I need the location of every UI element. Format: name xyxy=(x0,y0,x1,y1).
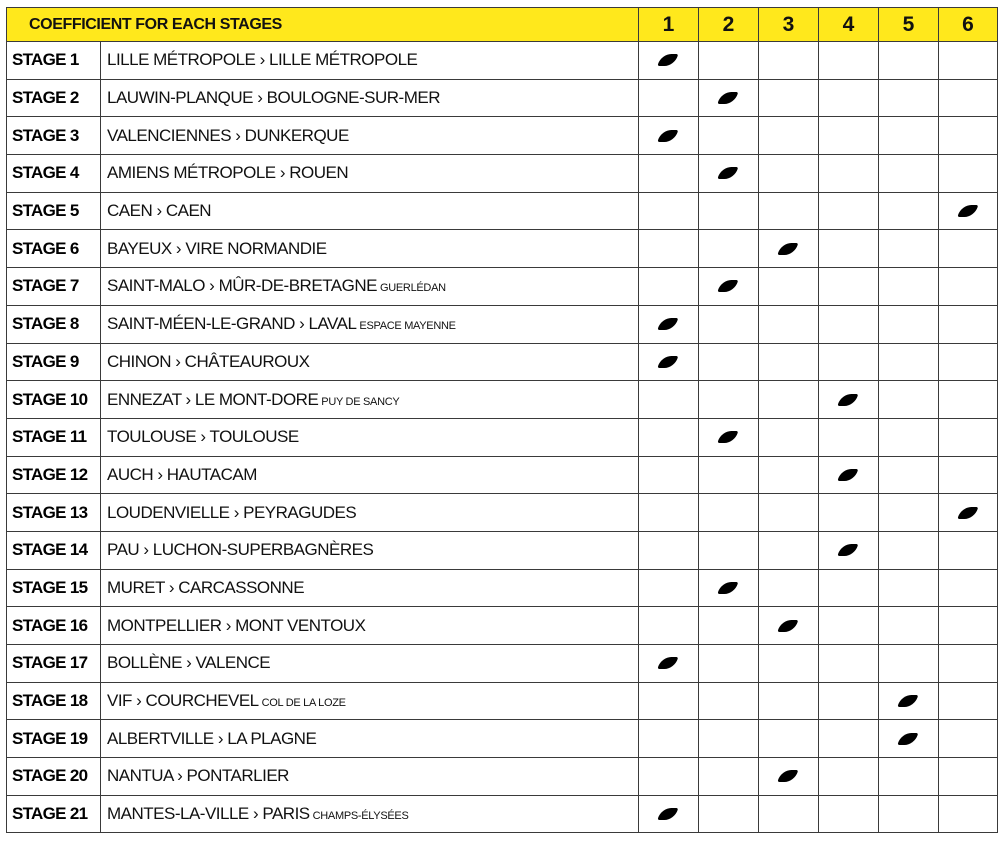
stage-row xyxy=(7,305,998,343)
coefficient-cell-2 xyxy=(699,230,759,268)
coefficient-cell-1 xyxy=(639,720,699,758)
leaf-mark-icon xyxy=(657,130,678,142)
stage-row xyxy=(7,607,998,645)
coefficient-cell-4 xyxy=(819,230,879,268)
coefficient-cell-5 xyxy=(879,645,939,683)
leaf-mark-icon xyxy=(657,54,678,66)
stage-route-cell xyxy=(101,456,639,494)
coefficient-cell-4 xyxy=(819,720,879,758)
stage-row xyxy=(7,569,998,607)
leaf-mark-icon xyxy=(717,92,738,104)
coefficient-cell-3 xyxy=(759,456,819,494)
stage-label: STAGE 4 xyxy=(7,155,101,193)
header-title: COEFFICIENT FOR EACH STAGES xyxy=(7,8,639,42)
stage-route-cell xyxy=(101,155,639,193)
coefficient-cell-6 xyxy=(939,305,998,343)
stage-route-cell xyxy=(101,381,639,419)
coefficient-cell-6 xyxy=(939,531,998,569)
stage-label: STAGE 6 xyxy=(7,230,101,268)
coefficient-cell-6 xyxy=(939,42,998,80)
coefficient-cell-1 xyxy=(639,192,699,230)
coefficient-cell-1 xyxy=(639,268,699,306)
coefficient-cell-3 xyxy=(759,569,819,607)
column-header-4: 4 xyxy=(819,8,879,42)
coefficient-cell-1 xyxy=(639,645,699,683)
leaf-mark-icon xyxy=(717,431,738,443)
stage-route-cell xyxy=(101,494,639,532)
stage-route: SAINT-MALO › MÛR-DE-BRETAGNE xyxy=(107,276,377,296)
coefficient-cell-4 xyxy=(819,305,879,343)
coefficient-cell-4 xyxy=(819,155,879,193)
stage-row xyxy=(7,418,998,456)
coefficient-cell-3 xyxy=(759,758,819,796)
coefficient-cell-4 xyxy=(819,117,879,155)
stage-row xyxy=(7,268,998,306)
coefficient-cell-1 xyxy=(639,381,699,419)
coefficient-cell-1 xyxy=(639,305,699,343)
stage-route: VIF › COURCHEVEL xyxy=(107,691,259,711)
coefficient-cell-6 xyxy=(939,569,998,607)
stage-row xyxy=(7,381,998,419)
coefficient-cell-2 xyxy=(699,682,759,720)
leaf-mark-icon xyxy=(657,356,678,368)
stage-row xyxy=(7,343,998,381)
coefficient-cell-3 xyxy=(759,607,819,645)
coefficient-cell-4 xyxy=(819,682,879,720)
stage-route-cell xyxy=(101,305,639,343)
stage-route: MONTPELLIER › MONT VENTOUX xyxy=(107,615,366,635)
coefficient-cell-2 xyxy=(699,645,759,683)
coefficient-cell-2 xyxy=(699,42,759,80)
coefficient-cell-3 xyxy=(759,682,819,720)
stage-label: STAGE 12 xyxy=(7,456,101,494)
stage-label: STAGE 7 xyxy=(7,268,101,306)
coefficient-cell-5 xyxy=(879,155,939,193)
coefficient-cell-3 xyxy=(759,117,819,155)
coefficient-cell-6 xyxy=(939,682,998,720)
stage-route: SAINT-MÉEN-LE-GRAND › LAVAL xyxy=(107,314,357,334)
coefficient-cell-6 xyxy=(939,192,998,230)
coefficient-cell-5 xyxy=(879,795,939,833)
stage-route: AMIENS MÉTROPOLE › ROUEN xyxy=(107,163,349,183)
stage-label: STAGE 1 xyxy=(7,42,101,80)
leaf-mark-icon xyxy=(777,620,798,632)
stage-route-cell xyxy=(101,418,639,456)
stage-row xyxy=(7,42,998,80)
coefficient-cell-4 xyxy=(819,79,879,117)
stage-route-cell xyxy=(101,79,639,117)
coefficient-cell-5 xyxy=(879,192,939,230)
coefficient-cell-4 xyxy=(819,268,879,306)
coefficient-cell-4 xyxy=(819,456,879,494)
coefficient-cell-5 xyxy=(879,456,939,494)
coefficient-cell-4 xyxy=(819,343,879,381)
coefficient-cell-4 xyxy=(819,758,879,796)
stage-label: STAGE 13 xyxy=(7,494,101,532)
leaf-mark-icon xyxy=(897,733,918,745)
stage-route-cell xyxy=(101,42,639,80)
stage-route-cell xyxy=(101,569,639,607)
coefficient-cell-6 xyxy=(939,418,998,456)
coefficient-cell-2 xyxy=(699,192,759,230)
stage-route: LAUWIN-PLANQUE › BOULOGNE-SUR-MER xyxy=(107,88,440,108)
stage-route-cell xyxy=(101,268,639,306)
stage-label: STAGE 5 xyxy=(7,192,101,230)
stage-label: STAGE 17 xyxy=(7,645,101,683)
coefficient-cell-3 xyxy=(759,381,819,419)
stage-label: STAGE 2 xyxy=(7,79,101,117)
stage-label: STAGE 16 xyxy=(7,607,101,645)
header-row xyxy=(7,8,998,42)
coefficient-cell-6 xyxy=(939,381,998,419)
coefficient-cell-1 xyxy=(639,117,699,155)
coefficient-cell-5 xyxy=(879,268,939,306)
column-header-3: 3 xyxy=(759,8,819,42)
coefficient-cell-1 xyxy=(639,607,699,645)
stage-route: VALENCIENNES › DUNKERQUE xyxy=(107,125,349,145)
coefficient-table-container xyxy=(6,7,998,833)
stage-row xyxy=(7,645,998,683)
stage-route: NANTUA › PONTARLIER xyxy=(107,766,289,786)
column-header-5: 5 xyxy=(879,8,939,42)
column-header-6: 6 xyxy=(939,8,998,42)
leaf-mark-icon xyxy=(777,770,798,782)
coefficient-cell-5 xyxy=(879,569,939,607)
leaf-mark-icon xyxy=(837,394,858,406)
stage-route-cell xyxy=(101,117,639,155)
stage-label: STAGE 3 xyxy=(7,117,101,155)
coefficient-cell-2 xyxy=(699,117,759,155)
coefficient-cell-3 xyxy=(759,155,819,193)
coefficient-cell-2 xyxy=(699,418,759,456)
stage-label: STAGE 15 xyxy=(7,569,101,607)
leaf-mark-icon xyxy=(717,582,738,594)
stage-row xyxy=(7,494,998,532)
stage-row xyxy=(7,720,998,758)
stage-route: ALBERTVILLE › LA PLAGNE xyxy=(107,728,317,748)
stage-row xyxy=(7,531,998,569)
coefficient-cell-3 xyxy=(759,230,819,268)
leaf-mark-icon xyxy=(657,657,678,669)
coefficient-cell-4 xyxy=(819,795,879,833)
leaf-mark-icon xyxy=(957,205,978,217)
coefficient-cell-2 xyxy=(699,381,759,419)
coefficient-cell-5 xyxy=(879,758,939,796)
stage-label: STAGE 20 xyxy=(7,758,101,796)
coefficient-cell-6 xyxy=(939,268,998,306)
coefficient-cell-4 xyxy=(819,381,879,419)
coefficient-cell-6 xyxy=(939,795,998,833)
coefficient-cell-1 xyxy=(639,795,699,833)
stage-label: STAGE 9 xyxy=(7,343,101,381)
coefficient-cell-6 xyxy=(939,117,998,155)
stage-route-detail: PUY DE SANCY xyxy=(321,395,400,408)
stage-route: LILLE MÉTROPOLE › LILLE MÉTROPOLE xyxy=(107,50,418,70)
stage-row xyxy=(7,192,998,230)
coefficient-cell-2 xyxy=(699,305,759,343)
coefficient-cell-5 xyxy=(879,682,939,720)
coefficient-cell-2 xyxy=(699,494,759,532)
leaf-mark-icon xyxy=(897,695,918,707)
column-header-1: 1 xyxy=(639,8,699,42)
stage-row xyxy=(7,79,998,117)
stage-route-cell xyxy=(101,795,639,833)
coefficient-cell-1 xyxy=(639,79,699,117)
leaf-mark-icon xyxy=(837,469,858,481)
stage-label: STAGE 10 xyxy=(7,381,101,419)
leaf-mark-icon xyxy=(777,243,798,255)
coefficient-cell-2 xyxy=(699,758,759,796)
coefficient-cell-3 xyxy=(759,79,819,117)
coefficient-cell-2 xyxy=(699,607,759,645)
coefficient-cell-1 xyxy=(639,682,699,720)
coefficient-cell-1 xyxy=(639,230,699,268)
coefficient-cell-5 xyxy=(879,79,939,117)
coefficient-cell-4 xyxy=(819,531,879,569)
leaf-mark-icon xyxy=(957,507,978,519)
column-header-2: 2 xyxy=(699,8,759,42)
coefficient-cell-6 xyxy=(939,758,998,796)
coefficient-cell-6 xyxy=(939,607,998,645)
stage-route-cell xyxy=(101,720,639,758)
coefficient-cell-1 xyxy=(639,456,699,494)
stage-route-cell xyxy=(101,531,639,569)
coefficient-cell-1 xyxy=(639,155,699,193)
coefficient-cell-3 xyxy=(759,795,819,833)
coefficient-cell-3 xyxy=(759,645,819,683)
coefficient-cell-2 xyxy=(699,720,759,758)
stage-label: STAGE 21 xyxy=(7,795,101,833)
coefficient-cell-5 xyxy=(879,720,939,758)
stage-row xyxy=(7,682,998,720)
stage-route-cell xyxy=(101,230,639,268)
stage-route-cell xyxy=(101,343,639,381)
coefficient-cell-5 xyxy=(879,531,939,569)
coefficient-cell-3 xyxy=(759,494,819,532)
stage-route: AUCH › HAUTACAM xyxy=(107,464,257,484)
coefficient-cell-1 xyxy=(639,494,699,532)
stage-route-detail: ESPACE MAYENNE xyxy=(359,320,456,333)
stage-route-cell xyxy=(101,758,639,796)
stage-route-detail: CHAMPS-ÉLYSÉES xyxy=(312,810,409,823)
leaf-mark-icon xyxy=(717,280,738,292)
coefficient-cell-6 xyxy=(939,720,998,758)
stage-route-detail: COL DE LA LOZE xyxy=(261,697,346,710)
coefficient-cell-4 xyxy=(819,607,879,645)
stage-label: STAGE 14 xyxy=(7,531,101,569)
stage-route: MANTES-LA-VILLE › PARIS xyxy=(107,804,310,824)
coefficient-cell-5 xyxy=(879,418,939,456)
coefficient-cell-1 xyxy=(639,569,699,607)
coefficient-cell-6 xyxy=(939,343,998,381)
coefficient-cell-5 xyxy=(879,42,939,80)
coefficient-cell-2 xyxy=(699,155,759,193)
stage-route: BAYEUX › VIRE NORMANDIE xyxy=(107,238,327,258)
leaf-mark-icon xyxy=(717,167,738,179)
coefficient-cell-3 xyxy=(759,418,819,456)
coefficient-cell-2 xyxy=(699,456,759,494)
coefficient-cell-3 xyxy=(759,268,819,306)
stage-label: STAGE 8 xyxy=(7,305,101,343)
stage-route-cell xyxy=(101,645,639,683)
coefficient-cell-5 xyxy=(879,494,939,532)
coefficient-cell-2 xyxy=(699,531,759,569)
coefficient-cell-2 xyxy=(699,79,759,117)
stage-label: STAGE 18 xyxy=(7,682,101,720)
coefficient-cell-4 xyxy=(819,418,879,456)
coefficient-cell-3 xyxy=(759,531,819,569)
coefficient-cell-3 xyxy=(759,42,819,80)
coefficient-cell-1 xyxy=(639,531,699,569)
coefficient-cell-2 xyxy=(699,268,759,306)
stage-route: PAU › LUCHON-SUPERBAGNÈRES xyxy=(107,540,374,560)
coefficient-cell-1 xyxy=(639,42,699,80)
leaf-mark-icon xyxy=(837,544,858,556)
stage-table-body xyxy=(7,42,998,833)
coefficient-cell-5 xyxy=(879,117,939,155)
coefficient-cell-6 xyxy=(939,645,998,683)
stage-route: BOLLÈNE › VALENCE xyxy=(107,653,271,673)
coefficient-cell-6 xyxy=(939,230,998,268)
coefficient-cell-3 xyxy=(759,343,819,381)
coefficient-cell-6 xyxy=(939,456,998,494)
stage-label: STAGE 11 xyxy=(7,418,101,456)
stage-row xyxy=(7,795,998,833)
leaf-mark-icon xyxy=(657,808,678,820)
coefficient-cell-2 xyxy=(699,343,759,381)
stage-row xyxy=(7,456,998,494)
coefficient-table xyxy=(6,7,998,833)
stage-row xyxy=(7,155,998,193)
stage-route: ENNEZAT › LE MONT-DORE xyxy=(107,389,319,409)
coefficient-cell-6 xyxy=(939,494,998,532)
stage-route-cell xyxy=(101,192,639,230)
coefficient-cell-4 xyxy=(819,192,879,230)
coefficient-cell-5 xyxy=(879,305,939,343)
stage-route: TOULOUSE › TOULOUSE xyxy=(107,427,299,447)
coefficient-cell-5 xyxy=(879,381,939,419)
coefficient-cell-5 xyxy=(879,607,939,645)
stage-label: STAGE 19 xyxy=(7,720,101,758)
coefficient-cell-4 xyxy=(819,645,879,683)
coefficient-cell-3 xyxy=(759,192,819,230)
coefficient-cell-2 xyxy=(699,569,759,607)
coefficient-cell-4 xyxy=(819,494,879,532)
coefficient-cell-2 xyxy=(699,795,759,833)
coefficient-cell-5 xyxy=(879,230,939,268)
coefficient-cell-5 xyxy=(879,343,939,381)
stage-route-cell xyxy=(101,607,639,645)
coefficient-cell-6 xyxy=(939,155,998,193)
stage-row xyxy=(7,117,998,155)
stage-route: CHINON › CHÂTEAUROUX xyxy=(107,351,310,371)
stage-route: MURET › CARCASSONNE xyxy=(107,577,305,597)
stage-route: CAEN › CAEN xyxy=(107,201,212,221)
stage-route-detail: GUERLÉDAN xyxy=(379,282,446,295)
coefficient-cell-3 xyxy=(759,305,819,343)
coefficient-cell-4 xyxy=(819,569,879,607)
coefficient-cell-3 xyxy=(759,720,819,758)
stage-row xyxy=(7,758,998,796)
coefficient-cell-4 xyxy=(819,42,879,80)
coefficient-cell-6 xyxy=(939,79,998,117)
coefficient-cell-1 xyxy=(639,418,699,456)
leaf-mark-icon xyxy=(657,318,678,330)
stage-route: LOUDENVIELLE › PEYRAGUDES xyxy=(107,502,357,522)
coefficient-cell-1 xyxy=(639,758,699,796)
stage-row xyxy=(7,230,998,268)
coefficient-cell-1 xyxy=(639,343,699,381)
stage-route-cell xyxy=(101,682,639,720)
